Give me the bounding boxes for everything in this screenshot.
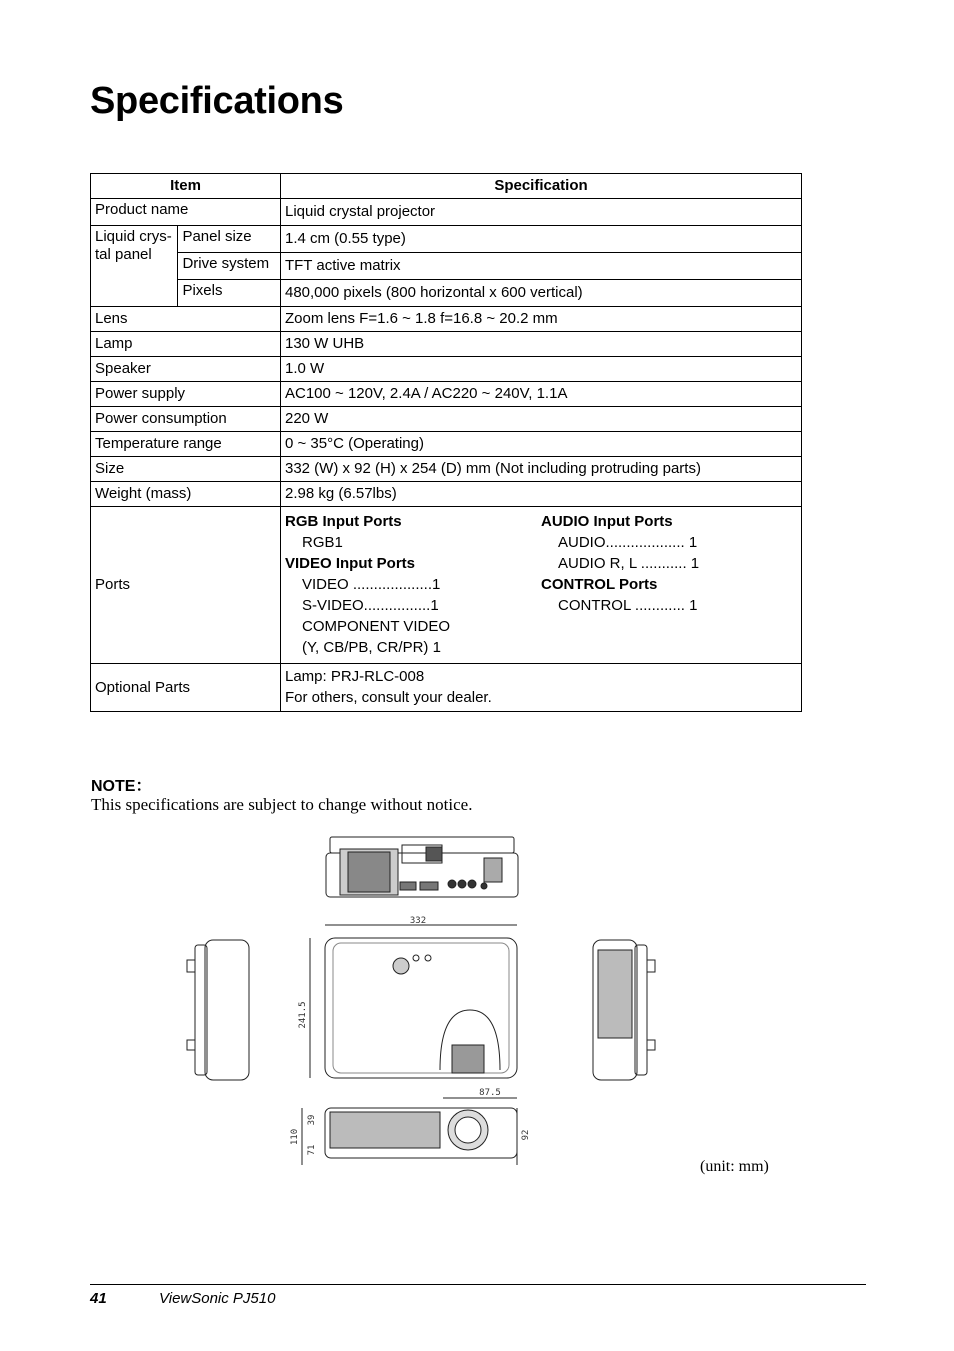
row-value: TFT active matrix: [280, 253, 801, 280]
row-value: 332 (W) x 92 (H) x 254 (D) mm (Not including protruding parts): [280, 457, 801, 482]
port-group-heading: CONTROL Ports: [540, 576, 658, 593]
row-value: 480,000 pixels (800 horizontal x 600 vertical): [280, 280, 801, 307]
dimension-width: 332: [409, 916, 427, 926]
port-item: S-VIDEO................1: [301, 597, 439, 614]
row-label: Size: [91, 457, 281, 482]
row-label: Power supply: [91, 382, 281, 407]
row-value: 2.98 kg (6.57lbs): [280, 482, 801, 507]
row-value: 220 W: [280, 407, 801, 432]
port-item: RGB1: [301, 534, 343, 551]
row-value: Zoom lens F=1.6 ~ 1.8 f=16.8 ~ 20.2 mm: [280, 307, 801, 332]
port-item: VIDEO ...................1: [301, 576, 441, 593]
lcd-label: Liquid crys- tal panel: [91, 226, 178, 307]
port-item: (Y, CB/PB, CR/PR) 1: [301, 639, 441, 656]
row-value: 1.4 cm (0.55 type): [280, 226, 801, 253]
dimension-height-right: 92: [521, 1129, 531, 1141]
dimension-depth: 241.5: [298, 1001, 308, 1029]
optional-line: For others, consult your dealer.: [284, 689, 492, 706]
rear-view: [326, 837, 518, 897]
row-value: 1.0 W: [280, 357, 801, 382]
row-label: Temperature range: [91, 432, 281, 457]
port-group-heading: RGB Input Ports: [284, 513, 402, 530]
port-item: AUDIO................... 1: [557, 534, 698, 551]
left-side-view: [187, 940, 249, 1080]
row-value: AC100 ~ 120V, 2.4A / AC220 ~ 240V, 1.1A: [280, 382, 801, 407]
row-label: Weight (mass): [91, 482, 281, 507]
row-label: Panel size: [178, 226, 281, 253]
port-item: AUDIO R, L ........... 1: [557, 555, 700, 572]
row-label: Product name: [91, 199, 281, 226]
row-value: 0 ~ 35°C (Operating): [280, 432, 801, 457]
port-group-heading: VIDEO Input Ports: [284, 555, 415, 572]
page-title: Specifications: [90, 80, 344, 122]
port-item: CONTROL ............ 1: [557, 597, 698, 614]
right-side-view: [593, 940, 655, 1080]
note-heading: NOTE：: [91, 778, 152, 795]
row-label: Lamp: [91, 332, 281, 357]
row-value: 130 W UHB: [280, 332, 801, 357]
header-specification: Specification: [280, 174, 801, 199]
dimension-lens-offset: 87.5: [479, 1088, 501, 1098]
dimension-height-bottom: 71: [307, 1144, 317, 1156]
row-label: Ports: [91, 507, 281, 664]
dimension-height-total: 110: [290, 1128, 300, 1146]
footer-rule: [90, 1284, 866, 1285]
optional-line: Lamp: PRJ-RLC-008: [284, 668, 425, 685]
note-text: This specifications are subject to change without notice.: [91, 795, 473, 814]
row-label: Speaker: [91, 357, 281, 382]
row-label: Optional Parts: [91, 664, 281, 712]
unit-label: (unit: mm): [700, 1158, 769, 1175]
row-label: Power consumption: [91, 407, 281, 432]
dimension-height-top: 39: [307, 1114, 317, 1126]
top-view: [310, 925, 517, 1098]
footer-product: ViewSonic PJ510: [159, 1290, 276, 1307]
port-item: COMPONENT VIDEO: [301, 618, 451, 635]
front-view: [302, 1108, 517, 1165]
port-group-heading: AUDIO Input Ports: [540, 513, 673, 530]
row-label: Lens: [91, 307, 281, 332]
page-number: 41: [90, 1290, 107, 1307]
row-label: Drive system: [178, 253, 281, 280]
row-label: Pixels: [178, 280, 281, 307]
row-value: Liquid crystal projector: [280, 199, 801, 226]
header-item: Item: [91, 174, 281, 199]
